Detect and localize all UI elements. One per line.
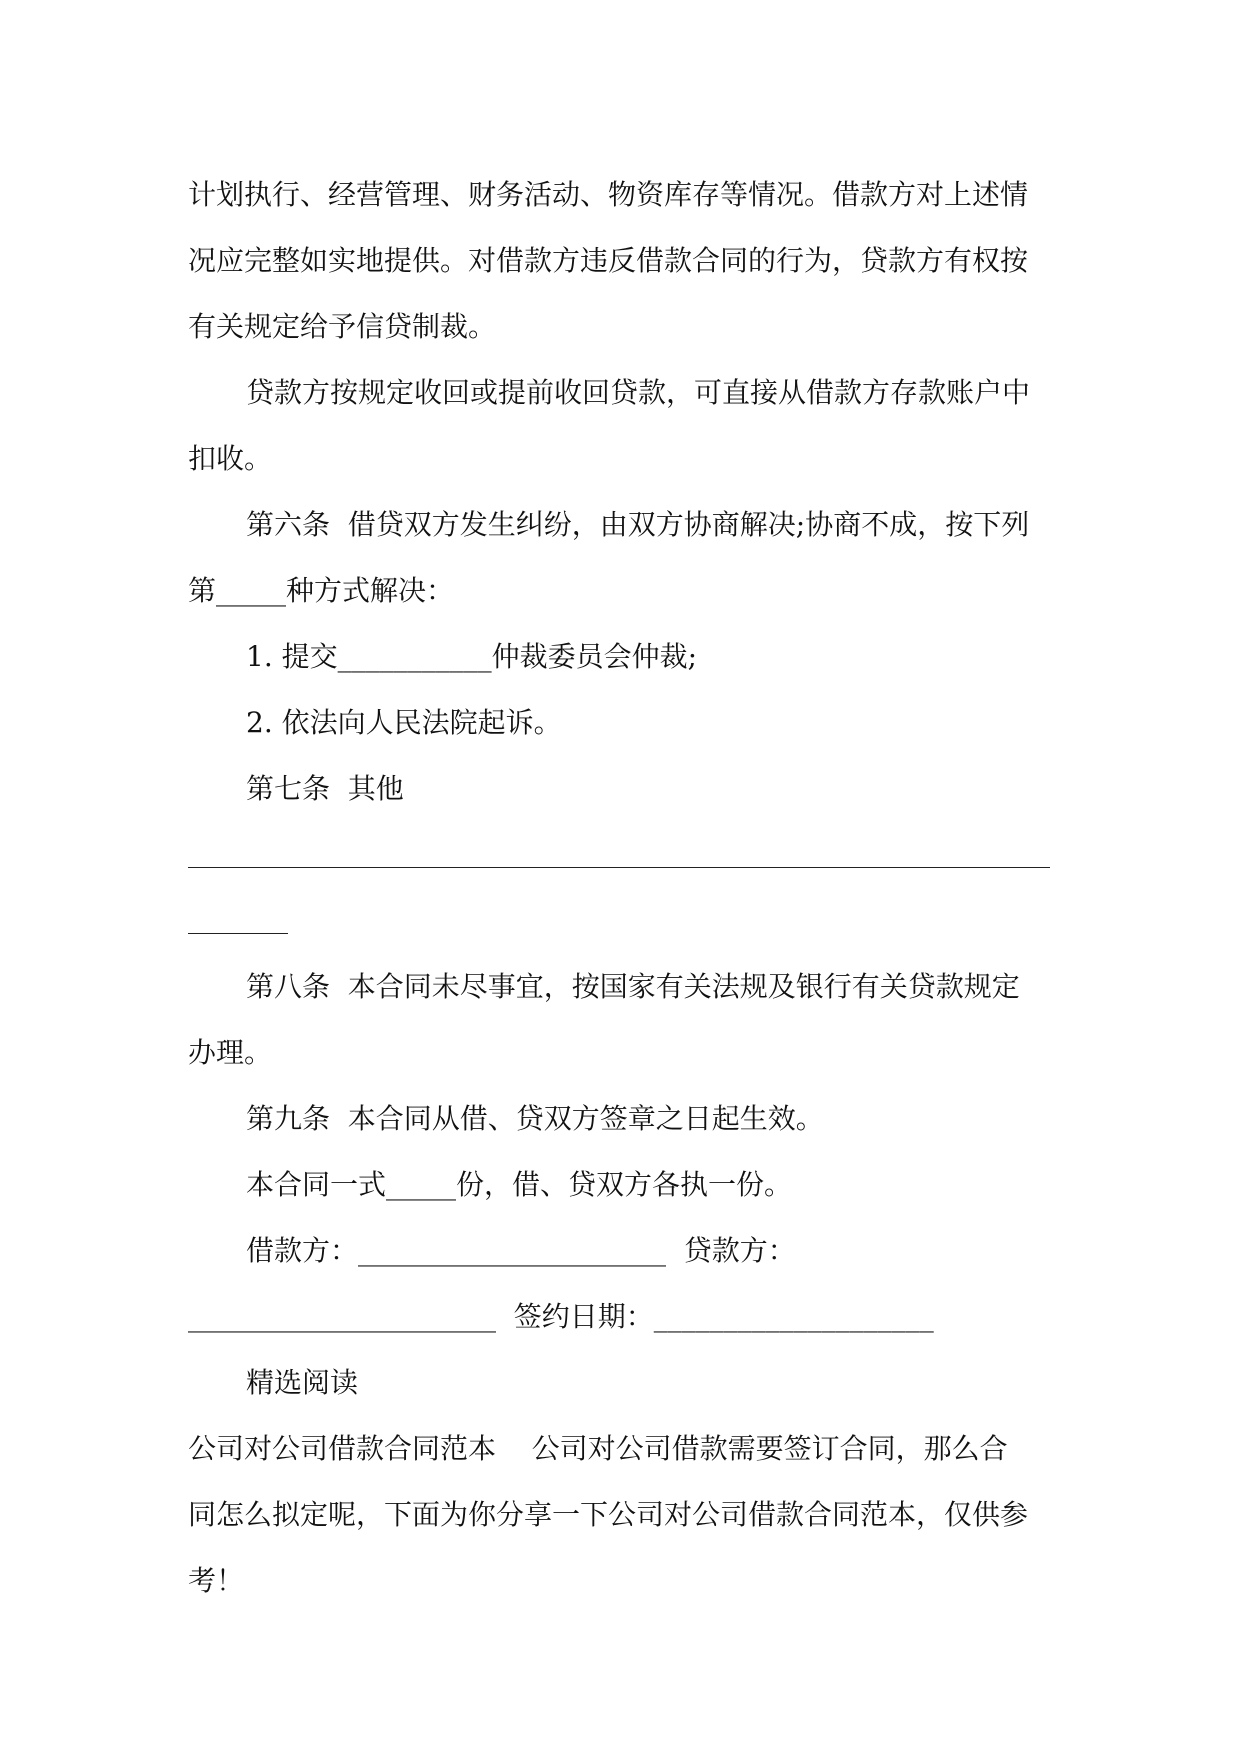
text-line: 况应完整如实地提供。对借款方违反借款合同的行为，贷款方有权按 — [188, 244, 1029, 277]
text-line: 同怎么拟定呢，下面为你分享一下公司对公司借款合同范本，仅供参 — [188, 1498, 1029, 1531]
blank-fill-line — [188, 888, 1054, 954]
blank-fill-line — [188, 822, 1054, 888]
text-line: 第_____种方式解决： — [188, 574, 455, 607]
document-body — [188, 162, 1054, 1614]
article-7-heading: 第七条 其他 — [246, 772, 404, 805]
text-line: 考！ — [188, 1564, 245, 1597]
article-9-heading: 第九条 本合同从借、贷双方签章之日起生效。 — [246, 1102, 824, 1135]
text-line: 办理。 — [188, 1036, 273, 1069]
option-1: 1. 提交___________仲裁委员会仲裁; — [246, 640, 698, 673]
underline-rule — [188, 933, 288, 934]
copies-line: 本合同一式_____份，借、贷双方各执一份。 — [246, 1168, 793, 1201]
signature-line: 借款方：______________________ 贷款方： — [246, 1234, 796, 1267]
option-2: 2. 依法向人民法院起诉。 — [246, 706, 562, 739]
text-line: 有关规定给予信贷制裁。 — [188, 310, 497, 343]
signature-date-line: ______________________ 签约日期：____________________ — [188, 1300, 934, 1333]
text-line: 公司对公司借款合同范本 公司对公司借款需要签订合同，那么合 — [188, 1432, 1008, 1465]
recommended-reading-heading: 精选阅读 — [246, 1366, 359, 1399]
article-6-heading: 第六条 借贷双方发生纠纷，由双方协商解决;协商不成，按下列 — [246, 508, 1030, 541]
underline-rule — [188, 867, 1050, 868]
text-line: 贷款方按规定收回或提前收回贷款，可直接从借款方存款账户中 — [246, 376, 1031, 409]
text-line: 计划执行、经营管理、财务活动、物资库存等情况。借款方对上述情 — [188, 178, 1029, 211]
article-8-heading: 第八条 本合同未尽事宜，按国家有关法规及银行有关贷款规定 — [246, 970, 1020, 1003]
text-line: 扣收。 — [188, 442, 273, 475]
